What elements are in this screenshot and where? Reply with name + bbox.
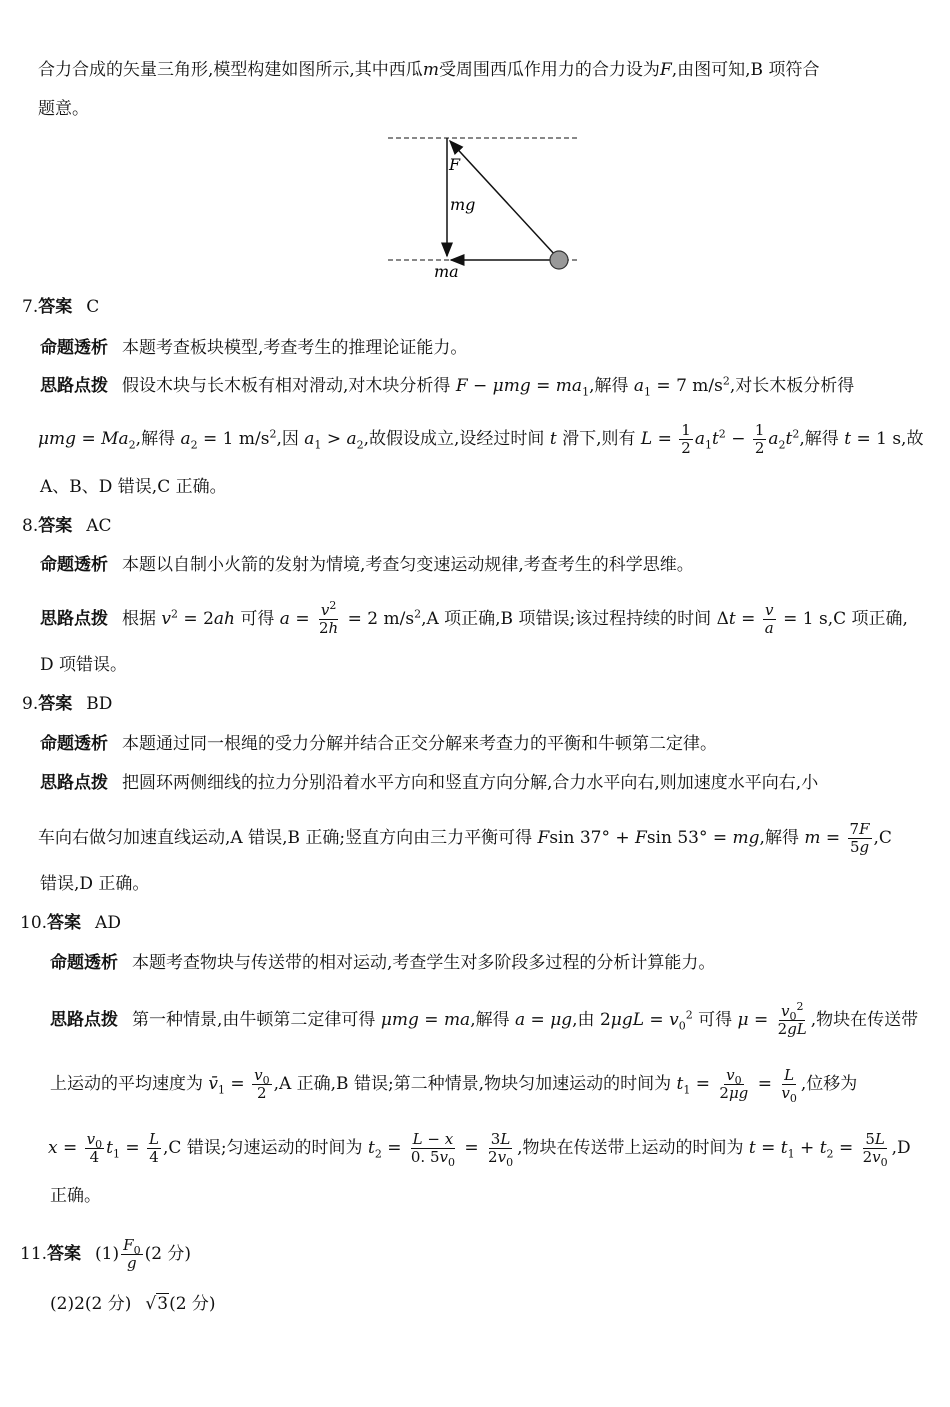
- q8-hint-line-1: 思路点拨 根据 $v^2 = 2ah$ 可得 a = $\frac{v^2}{2h}$ = 2 $m/s^2,A$ 项正确,B 项错误;该过程持续的时间 Δt = $\frac{v}{a}$ = 1 s,C 项正确,: [40, 599, 908, 637]
- q10-hint-line-2: 上运动的平均速度为 $v̄_1$ = $\frac{v_0}{2}$ ,A 正确,B 错误;第二种情景,物块匀加速运动的时间为 $t_1$ = $\frac{v_0}{2\mu g}$ = $\frac{L}{v_0}$ ,位移为: [50, 1066, 858, 1105]
- q11-answer-line: 11.答案 (1) $\frac{F_0}{g}$ (2 分): [20, 1236, 192, 1272]
- q10-hint-line-3: x = $\frac{v_0}{4}$ $t_1$ = $\frac{L}{4}$ ,C 错误;匀速运动的时间为 $t_2$ = $\frac{L - x}{0. 5v_0}$ = $\frac{3L}{2v_0}$ ,物块在传送带上运动的时间为 $t = t_1 + t_2$ = $\frac{5L}{2v_0}$ ,D: [48, 1130, 911, 1169]
- q8-answer-line: 8.答案 AC: [22, 516, 112, 536]
- label-ma: ma: [434, 262, 459, 281]
- intro-line-1: 合力合成的矢量三角形,模型构建如图所示,其中西瓜m受周围西瓜作用力的合力设为F,由图可知,B 项符合: [38, 60, 820, 80]
- q11-answer-line-2: (2)2(2 分) √3(2 分): [50, 1294, 216, 1314]
- q10-answer-line: 10.答案 AD: [20, 913, 121, 933]
- q10-hint-line-1: 思路点拨 第一种情景,由牛顿第二定律可得 μmg = ma,解得 a = μg,由 $2\mu gL = v_0^2$ 可得 μ = $\frac{v_0^2}{2gL}$ ,物块在传送带: [50, 1000, 919, 1038]
- q9-hint-line-2: 车向右做匀加速直线运动,A 错误,B 正确;竖直方向由三力平衡可得 Fsin 37° + Fsin 53° = mg,解得 m = $\frac{7F}{5g}$ ,C: [38, 820, 892, 856]
- force-triangle-diagram: [0, 128, 950, 288]
- q8-hint-line-2: D 项错误。: [40, 655, 128, 675]
- q7-answer-line: 7.答案 C: [22, 297, 100, 317]
- q10-analysis: 命题透析 本题考查物块与传送带的相对运动,考查学生对多阶段多过程的分析计算能力。: [50, 953, 716, 973]
- label-F: F: [449, 155, 461, 174]
- q9-answer-line: 9.答案 BD: [22, 694, 113, 714]
- q9-hint-line-3: 错误,D 正确。: [40, 874, 150, 894]
- q7-analysis: 命题透析 本题考查板块模型,考查考生的推理论证能力。: [40, 338, 468, 358]
- q7-hint-line-2: $\mu mg = Ma_2$,解得 $a_2 = 1$ $m/s^2$,因 $a_1 > a_2$,故假设成立,设经过时间 t 滑下,则有 L = $\frac{1}{2}$ $a_1t^2$ − $\frac{1}{2}$ $a_2t^2$,解得 t = 1 s,故: [38, 421, 924, 457]
- q8-analysis: 命题透析 本题以自制小火箭的发射为情境,考查匀变速运动规律,考查考生的科学思维。: [40, 555, 694, 575]
- q9-hint-line-1: 思路点拨 把圆环两侧细线的拉力分别沿着水平方向和竖直方向分解,合力水平向右,则加速度水平向右,小: [40, 773, 819, 793]
- q10-hint-line-4: 正确。: [50, 1186, 101, 1206]
- intro-line-2: 题意。: [38, 99, 89, 119]
- watermelon-ball: [550, 251, 568, 269]
- label-mg: mg: [450, 195, 476, 214]
- q7-hint-line-3: A、B、D 错误,C 正确。: [40, 477, 227, 497]
- q9-analysis: 命题透析 本题通过同一根绳的受力分解并结合正交分解来考查力的平衡和牛顿第二定律。: [40, 734, 717, 754]
- q7-hint-line-1: 思路点拨 假设木块与长木板有相对滑动,对木块分析得 $F - \mu mg = ma_1$,解得 $a_1 = 7$ $m/s^2$,对长木板分析得: [40, 374, 855, 399]
